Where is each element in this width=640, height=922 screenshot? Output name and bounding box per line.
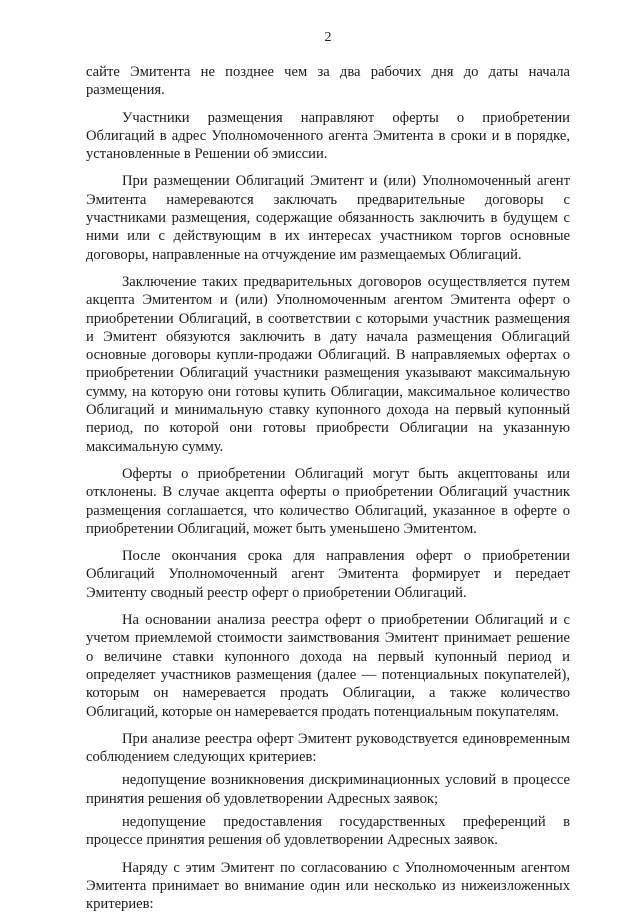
paragraph-criterion-no-preferences: недопущение предоставления государственных преференций в процессе принятия решения об удовлетворении Адресных заявок.: [86, 813, 570, 849]
paragraph-offer-registry: После окончания срока для направления оферт о приобретении Облигаций Уполномоченный агент Эмитента формирует и передает Эмитенту сводный реестр оферт о приобретении Облигаций.: [86, 548, 570, 601]
paragraph-additional-criteria: Наряду с этим Эмитент по согласованию с Уполномоченным агентом Эмитента принимает во внимание один или несколько из нижеизложенных критериев:: [86, 859, 570, 913]
page-number: 2: [324, 30, 332, 45]
paragraph-placement-start: сайте Эмитента не позднее чем за два рабочих дня до даты начала размещения.: [86, 64, 570, 99]
paragraph-registry-analysis: На основании анализа реестра оферт о приобретении Облигаций и с учетом приемлемой стоимости заимствования Эмитент принимает решение о величине ставки купонного дохода на первый купонный период и определяет участников размещения (далее — потенциальных покупателей), которым он намеревается продать Облигации, а также количество Облигаций, которые он намеревается продать потенциальным покупателям.: [86, 612, 570, 720]
paragraph-participants-offers: Участники размещения направляют оферты о приобретении Облигаций в адрес Уполномоченного агента Эмитента в сроки и в порядке, установленные в Решении об эмиссии.: [86, 109, 570, 163]
paragraph-criterion-no-discrimination: недопущение возникновения дискриминационных условий в процессе принятия решения об удовлетворении Адресных заявок;: [86, 772, 570, 807]
paragraph-criteria-intro: При анализе реестра оферт Эмитент руководствуется единовременным соблюдением следующих критериев:: [86, 730, 570, 766]
paragraph-preliminary-contracts: При размещении Облигаций Эмитент и (или) Уполномоченный агент Эмитента намереваются заключать предварительные договоры с участниками размещения, содержащие обязанность заключить в будущем с ними или с действующим в их интересах участником торгов основные договоры, направленные на отчуждение им размещаемых Облигаций.: [86, 173, 570, 263]
paragraph-offer-acceptance: Оферты о приобретении Облигаций могут быть акцептованы или отклонены. В случае акцепта оферты о приобретении Облигаций участник размещения соглашается, что количество Облигаций, указанное в оферте о приобретении Облигаций, может быть уменьшено Эмитентом.: [86, 465, 570, 537]
document-page: [86, 28, 570, 922]
paragraph-contract-conclusion: Заключение таких предварительных договоров осуществляется путем акцепта Эмитентом и (или) Уполномоченным агентом Эмитента оферт о приобретении Облигаций, в соответствии с которыми участник размещения и Эмитент обязуются заключить в дату начала размещения Облигаций основные договоры купли-продажи Облигаций. В направляемых офертах о приобретении Облигаций участники размещения указывают максимальную сумму, на которую они готовы купить Облигации, максимальное количество Облигаций и минимальную ставку купонного дохода на первый купонный период, по которой они готовы приобрести Облигации на указанную максимальную сумму.: [86, 273, 570, 455]
